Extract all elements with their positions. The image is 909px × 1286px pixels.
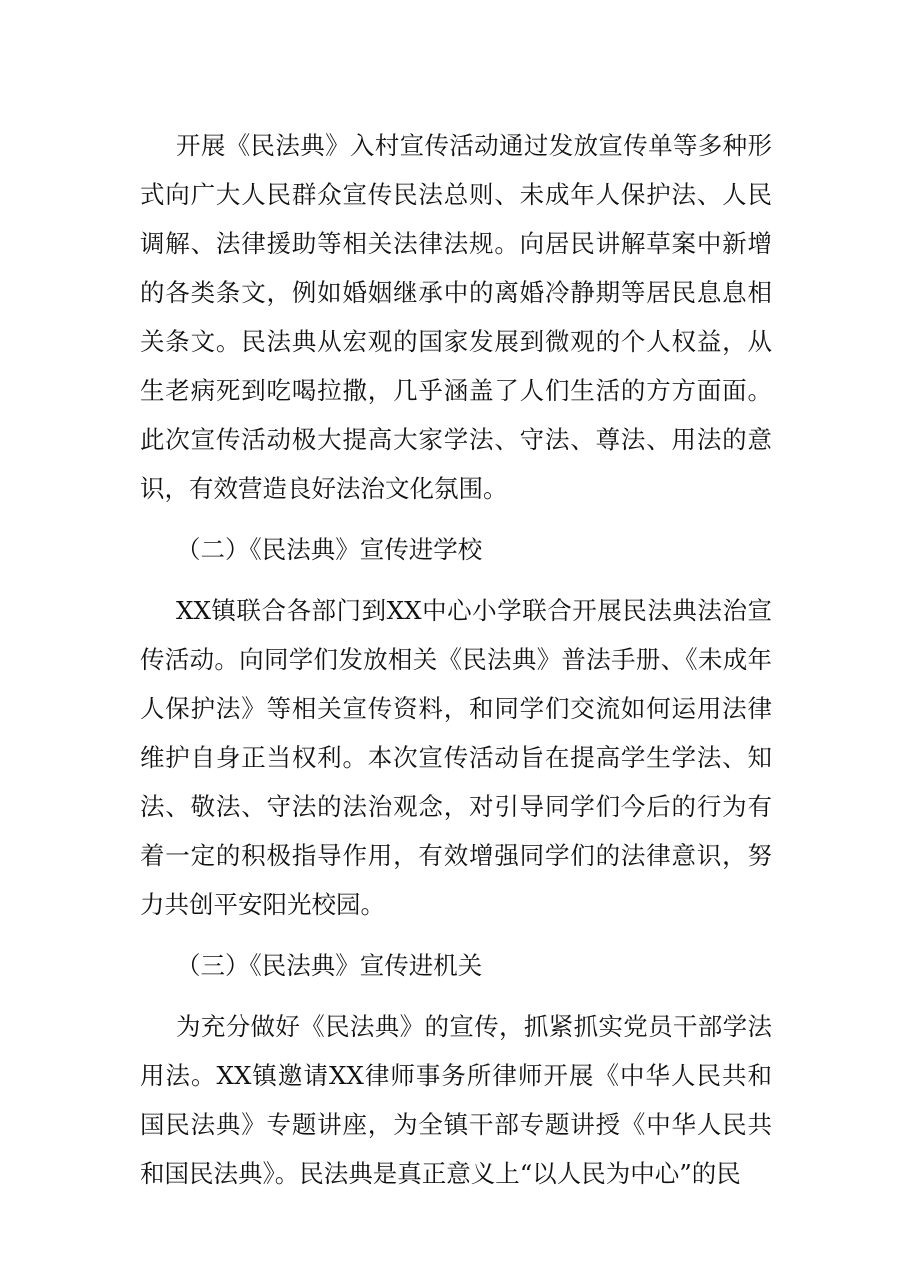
paragraph-village-campaign: 开展《民法典》入村宣传活动通过发放宣传单等多种形式向广大人民群众宣传民法总则、未成年人保护法、人民调解、法律援助等相关法律法规。向居民讲解草案中新增的各类条文，例如婚姻继承中的离婚冷静期等居民息息相关条文。民法典从宏观的国家发展到微观的个人权益，从生老病死到吃喝拉撒，几乎涵盖了人们生活的方方面面。此次宣传活动极大提高大家学法、守法、尊法、用法的意识，有效营造良好法治文化氛围。 (140, 131, 772, 503)
paragraph-agencies-campaign: 为充分做好《民法典》的宣传，抓紧抓实党员干部学法用法。XX镇邀请XX律师事务所律师开展《中华人民共和国民法典》专题讲座，为全镇干部专题讲授《中华人民共和国民法典》。民法典是真正意义上“以人民为中心”的民 (140, 1012, 772, 1188)
section-heading-agencies: （三）《民法典》宣传进机关 (176, 951, 483, 980)
document-body (140, 121, 772, 1198)
paragraph-schools-campaign: XX镇联合各部门到XX中心小学联合开展民法典法治宣传活动。向同学们发放相关《民法典》普法手册、《未成年人保护法》等相关宣传资料，和同学们交流如何运用法律维护自身正当权利。本次宣传活动旨在提高学生学法、知法、敬法、守法的法治观念，对引导同学们今后的行为有着一定的积极指导作用，有效增强同学们的法律意识，努力共创平安阳光校园。 (140, 596, 772, 919)
section-heading-schools: （二）《民法典》宣传进学校 (176, 535, 483, 564)
